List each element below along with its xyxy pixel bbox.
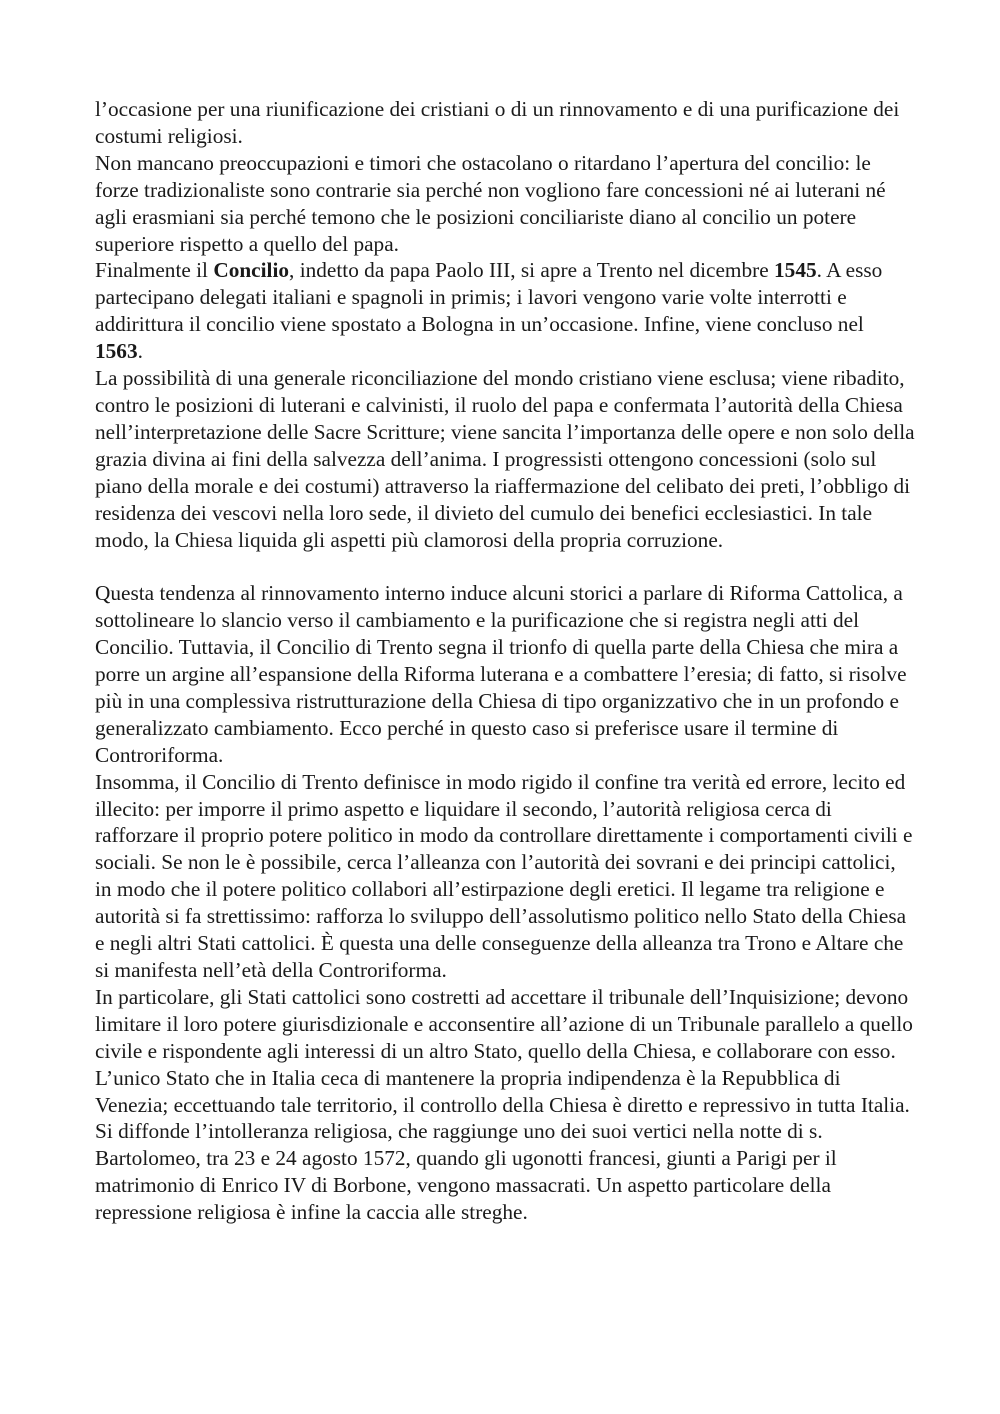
- bold-year-1545: 1545: [774, 258, 817, 283]
- document-page: [95, 96, 915, 1226]
- paragraph-2: Non mancano preoccupazioni e timori che ostacolano o ritardano l’apertura del concilio: le forze tradizionaliste sono contrarie sia perché non vogliono fare concessioni né ai luterani né agli erasmiani sia perché temono che le posizioni conciliariste diano al concilio un potere superiore rispetto a quello del papa.: [95, 150, 886, 256]
- paragraph-7: In particolare, gli Stati cattolici sono costretti ad accettare il tribunale dell’Inquisizione; devono limitare il loro potere giurisdizionale e acconsentire all’azione di un Tribunale parallelo a quello civile e rispondente agli interessi di un altro Stato, quello della Chiesa, e collaborare con esso. L’unico Stato che in Italia ceca di mantenere la propria indipendenza è la Repubblica di Venezia; eccettuando tale territorio, il controllo della Chiesa è diretto e repressivo in tutta Italia.: [95, 984, 913, 1117]
- paragraph-5: Questa tendenza al rinnovamento interno induce alcuni storici a parlare di Riforma Cattolica, a sottolineare lo slancio verso il cambiamento e la purificazione che si registra negli atti del Concilio. Tuttavia, il Concilio di Trento segna il trionfo di quella parte della Chiesa che mira a porre un argine all’espansione della Riforma luterana e a combattere l’eresia; di fatto, si risolve più in una complessiva ristrutturazione della Chiesa di tipo organizzativo che in un profondo e generalizzato cambiamento. Ecco perché in questo caso si preferisce usare il termine di Controriforma.: [95, 581, 907, 767]
- paragraph-6: Insomma, il Concilio di Trento definisce in modo rigido il confine tra verità ed errore, lecito ed illecito: per imporre il primo aspetto e liquidare il secondo, l’autorità religiosa cerca di rafforzare il proprio potere politico in modo da controllare direttamente i comportamenti civili e sociali. Se non le è possibile, cerca l’alleanza con l’autorità dei sovrani e dei principi cattolici, in modo che il potere politico collabori all’estirpazione degli eretici. Il legame tra religione e autorità si fa strettissimo: rafforza lo sviluppo dell’assolutismo politico nello Stato della Chiesa e negli altri Stati cattolici. È questa una delle conseguenze della alleanza tra Trono e Altare che si manifesta nell’età della Controriforma.: [95, 769, 913, 982]
- paragraph-3-text-4: .: [137, 339, 143, 364]
- paragraph-3-text-2: , indetto da papa Paolo III, si apre a Trento nel dicembre: [289, 258, 775, 283]
- paragraph-8: Si diffonde l’intolleranza religiosa, che raggiunge uno dei suoi vertici nella notte di s. Bartolomeo, tra 23 e 24 agosto 1572, quando gli ugonotti francesi, giunti a Parigi per il matrimonio di Enrico IV di Borbone, vengono massacrati. Un aspetto particolare della repressione religiosa è infine la caccia alle streghe.: [95, 1119, 837, 1225]
- bold-concilio: Concilio: [213, 258, 290, 283]
- blank-line: [95, 553, 915, 580]
- paragraph-3: [95, 257, 915, 365]
- paragraph-3-text-1: Finalmente il: [95, 258, 214, 283]
- paragraph-4: La possibilità di una generale riconciliazione del mondo cristiano viene esclusa; viene ribadito, contro le posizioni di luterani e calvinisti, il ruolo del papa e confermata l’autorità della Chiesa nell’interpretazione delle Sacre Scritture; viene sancita l’importanza delle opere e non solo della grazia divina ai fini della salvezza dell’anima. I progressisti ottengono concessioni (solo sul piano della morale e dei costumi) attraverso la riaffermazione del celibato dei preti, l’obbligo di residenza dei vescovi nella loro sede, il divieto del cumulo dei benefici ecclesiastici. In tale modo, la Chiesa liquida gli aspetti più clamorosi della propria corruzione.: [95, 366, 915, 552]
- paragraph-1: l’occasione per una riunificazione dei cristiani o di un rinnovamento e di una purificazione dei costumi religiosi.: [95, 97, 900, 148]
- paragraph-3-text-3: . A esso partecipano delegati italiani e spagnoli in primis; i lavori vengono varie volte interrotti e addirittura il concilio viene spostato a Bologna in un’occasione. Infine, viene concluso nel: [95, 258, 883, 337]
- bold-year-1563: 1563: [95, 339, 138, 364]
